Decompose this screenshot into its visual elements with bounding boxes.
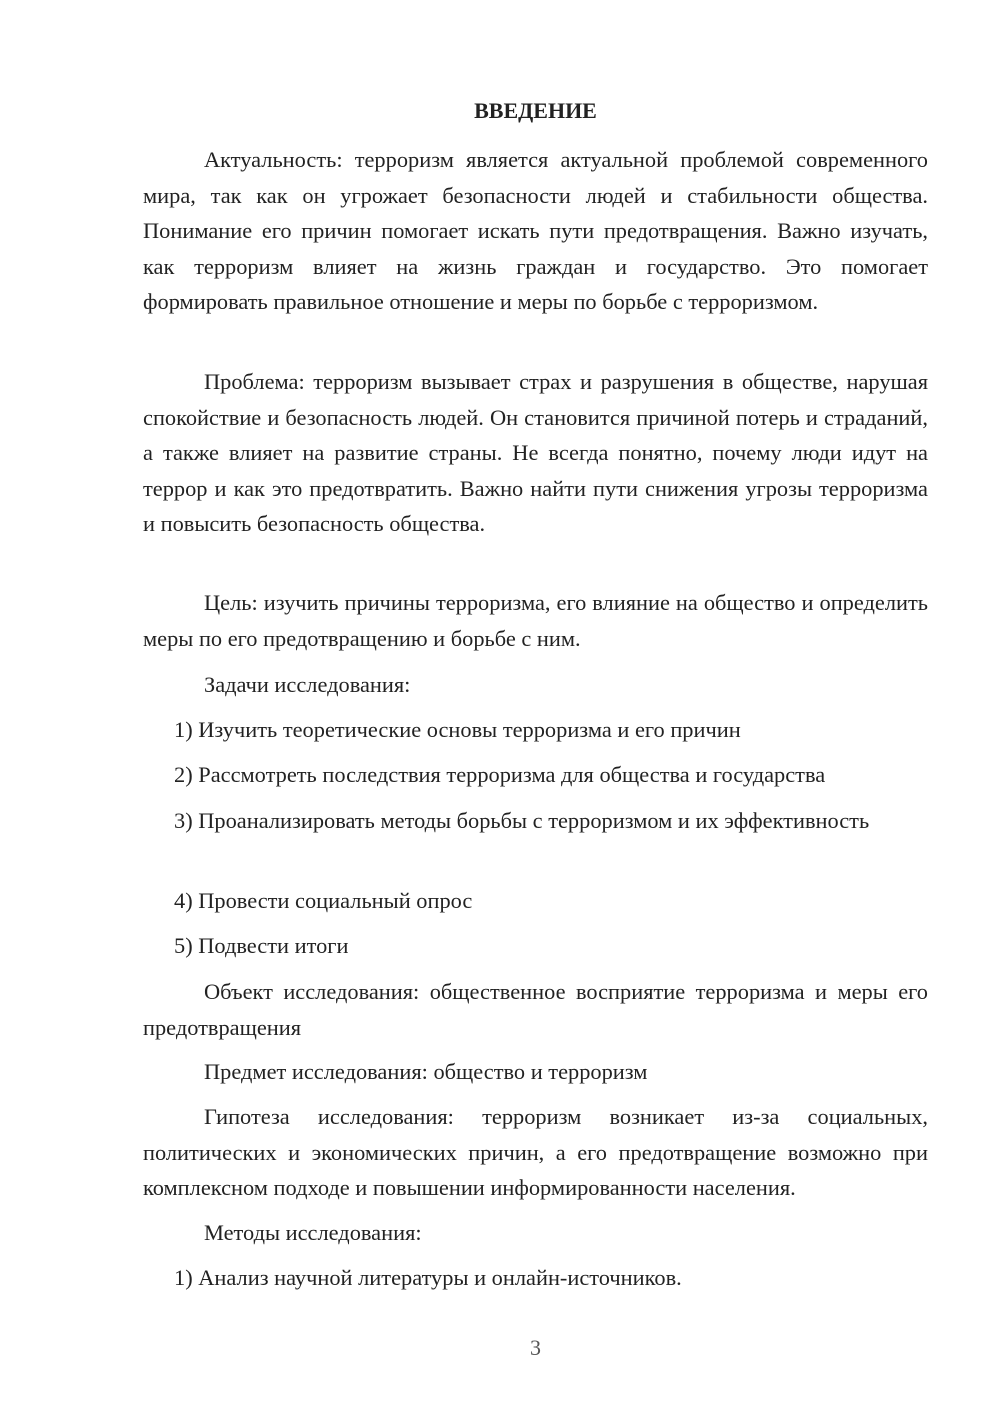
tasks-heading: Задачи исследования: — [204, 672, 411, 697]
page-number: 3 — [530, 1335, 541, 1360]
paragraph-hypothesis: Гипотеза исследования: терроризм возникает из-за социальных, политических и экономических причин, а его предотвращение возможно при комплексном подходе и повышении информированности населения. — [143, 1104, 928, 1200]
task-item-4: 4) Провести социальный опрос — [174, 888, 473, 913]
task-item-3: 3) Проанализировать методы борьбы с терроризмом и их эффективность — [174, 808, 870, 833]
page-title: ВВЕДЕНИЕ — [474, 98, 597, 123]
paragraph-subject: Предмет исследования: общество и терроризм — [204, 1059, 648, 1084]
paragraph-goal: Цель: изучить причины терроризма, его влияние на общество и определить меры по его предотвращению и борьбе с ним. — [143, 590, 928, 651]
paragraph-problem: Проблема: терроризм вызывает страх и разрушения в обществе, нарушая спокойствие и безопасность людей. Он становится причиной потерь и страданий, а также влияет на развитие страны. Не всегда понятно, почему люди идут на террор и как это предотвратить. Важно найти пути снижения угрозы терроризма и повысить безопасность общества. — [143, 369, 928, 536]
task-item-5: 5) Подвести итоги — [174, 933, 349, 958]
task-item-2: 2) Рассмотреть последствия терроризма для общества и государства — [174, 762, 826, 787]
methods-heading: Методы исследования: — [204, 1220, 422, 1245]
paragraph-object: Объект исследования: общественное восприятие терроризма и меры его предотвращения — [143, 979, 928, 1040]
task-item-1: 1) Изучить теоретические основы терроризма и его причин — [174, 717, 741, 742]
paragraph-relevance: Актуальность: терроризм является актуальной проблемой современного мира, так как он угрожает безопасности людей и стабильности общества. Понимание его причин помогает искать пути предотвращения. Важно изучать, как терроризм влияет на жизнь граждан и государство. Это помогает формировать правильное отношение и меры по борьбе с терроризмом. — [143, 147, 928, 314]
method-item-1: 1) Анализ научной литературы и онлайн-источников. — [174, 1265, 682, 1290]
